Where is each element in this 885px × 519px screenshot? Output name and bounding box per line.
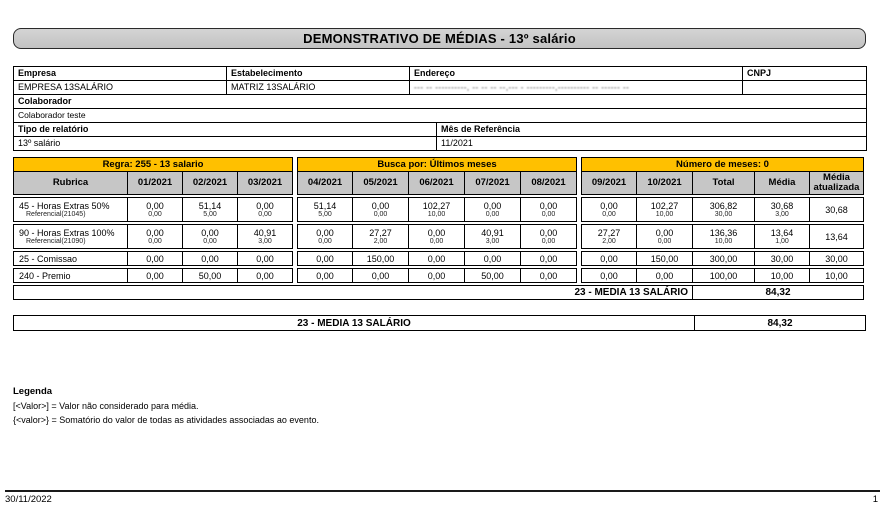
legend-title: Legenda [13,386,53,397]
info-table [13,66,867,151]
media-cell: 30,68 3,00 [754,197,810,222]
value-cell: 0,00 0,00 [237,197,293,222]
value-cell: 0,00 0,00 [297,224,353,249]
summary-table [13,315,866,331]
rubrica-cell [13,224,128,249]
media-atualizada-cell: 10,00 [809,268,864,283]
column-header: 10/2021 [636,171,693,195]
column-header: 07/2021 [464,171,521,195]
value-cell: 0,00 0,00 [520,224,577,249]
referencial-name: Referencial(21045) [26,210,86,218]
mes-referencia-label: Mês de Referência [437,123,867,137]
cnpj-value [743,81,867,95]
legend-line: {<valor>} = Somatório do valor de todas as atividades associadas ao evento. [13,415,319,425]
legend-line: [<Valor>] = Valor não considerado para média. [13,401,199,411]
value-cell: 40,91 3,00 [464,224,521,249]
section-regra: Regra: 255 - 13 salario [13,157,293,172]
total-cell: 306,82 30,00 [692,197,755,222]
total-cell: 136,36 10,00 [692,224,755,249]
value-cell: 0,00 0,00 [464,197,521,222]
value-cell: 50,00 [464,268,521,283]
summary-value: 84,32 [694,315,866,331]
media-atualizada-cell: 13,64 [809,224,864,249]
value-cell: 0,00 [127,268,183,283]
estabelecimento-label: Estabelecimento [227,67,410,81]
media-atualizada-cell: 30,68 [809,197,864,222]
value-cell: 150,00 [352,251,409,266]
value-cell: 102,27 10,00 [408,197,465,222]
endereco-redacted-text: --- -- ----------, -- -- -- --,--- - ---------,---------- -- ------ -- [414,83,630,92]
rubrica-name: 45 - Horas Extras 50% [19,200,110,211]
section-numero-meses: Número de meses: 0 [581,157,864,172]
table-row [13,268,866,283]
report-title: DEMONSTRATIVO DE MÉDIAS - 13º salário [13,28,866,49]
referencial-name: Referencial(21090) [26,237,86,245]
table-row [13,197,866,222]
summary-label: 23 - MEDIA 13 SALÁRIO [13,315,695,331]
column-header: 02/2021 [182,171,238,195]
value-cell: 0,00 [520,268,577,283]
rubrica-cell: 240 - Premio [13,268,128,283]
total-cell: 300,00 [692,251,755,266]
column-header: Média atualizada [809,171,864,195]
empresa-value: EMPRESA 13SALÁRIO [14,81,227,95]
value-cell: 0,00 0,00 [127,224,183,249]
value-cell: 27,27 2,00 [352,224,409,249]
value-cell: 51,14 5,00 [297,197,353,222]
value-cell: 0,00 [237,268,293,283]
rubrica-cell: 25 - Comissao [13,251,128,266]
section-busca-por: Busca por: Últimos meses [297,157,577,172]
value-cell: 0,00 [127,251,183,266]
value-cell: 0,00 [581,268,637,283]
value-cell: 150,00 [636,251,693,266]
mes-referencia-value: 11/2021 [437,137,867,151]
tipo-relatorio-value: 13º salário [14,137,437,151]
column-header: Total [692,171,755,195]
value-cell: 0,00 [297,251,353,266]
column-header: 05/2021 [352,171,409,195]
value-cell: 0,00 [297,268,353,283]
rubrica-cell [13,197,128,222]
value-cell: 0,00 0,00 [408,224,465,249]
value-cell: 40,91 3,00 [237,224,293,249]
value-cell: 0,00 [408,251,465,266]
colaborador-value: Colaborador teste [14,109,867,123]
footer-date: 30/11/2022 [5,494,52,505]
section-band-row [13,157,866,172]
rubrica-name: 90 - Horas Extras 100% [19,227,115,238]
cnpj-label: CNPJ [743,67,867,81]
table-total-row [13,285,866,300]
value-cell: 0,00 0,00 [127,197,183,222]
column-header: 06/2021 [408,171,465,195]
value-cell: 102,27 10,00 [636,197,693,222]
media-cell: 13,64 1,00 [754,224,810,249]
table-row [13,224,866,249]
value-cell: 51,14 5,00 [182,197,238,222]
total-cell: 100,00 [692,268,755,283]
value-cell: 27,27 2,00 [581,224,637,249]
legend [13,384,319,427]
column-header: Média [754,171,810,195]
value-cell: 0,00 0,00 [352,197,409,222]
estabelecimento-value: MATRIZ 13SALÁRIO [227,81,410,95]
column-header-row [13,171,866,195]
endereco-label: Endereço [410,67,743,81]
column-header: 01/2021 [127,171,183,195]
media-cell: 30,00 [754,251,810,266]
value-cell: 0,00 [352,268,409,283]
value-cell: 0,00 0,00 [581,197,637,222]
media-atualizada-cell: 30,00 [809,251,864,266]
media-13-salario-value: 84,32 [692,285,864,300]
value-cell: 0,00 0,00 [182,224,238,249]
value-cell: 0,00 [464,251,521,266]
footer-page-number: 1 [872,494,878,505]
table-row [13,251,866,266]
value-cell: 0,00 [520,251,577,266]
column-header: 09/2021 [581,171,637,195]
averages-table [13,157,866,300]
value-cell: 0,00 0,00 [636,224,693,249]
media-13-salario-label: 23 - MEDIA 13 SALÁRIO [13,285,693,300]
value-cell: 0,00 [581,251,637,266]
value-cell: 0,00 [636,268,693,283]
footer-rule [5,490,880,492]
value-cell: 0,00 [408,268,465,283]
value-cell: 0,00 [237,251,293,266]
value-cell: 50,00 [182,268,238,283]
column-header: 04/2021 [297,171,353,195]
media-cell: 10,00 [754,268,810,283]
colaborador-label: Colaborador [14,95,867,109]
column-header-rubrica: Rubrica [13,171,128,195]
column-header: 08/2021 [520,171,577,195]
tipo-relatorio-label: Tipo de relatório [14,123,437,137]
empresa-label: Empresa [14,67,227,81]
value-cell: 0,00 0,00 [520,197,577,222]
column-header: 03/2021 [237,171,293,195]
endereco-value [410,81,743,95]
value-cell: 0,00 [182,251,238,266]
